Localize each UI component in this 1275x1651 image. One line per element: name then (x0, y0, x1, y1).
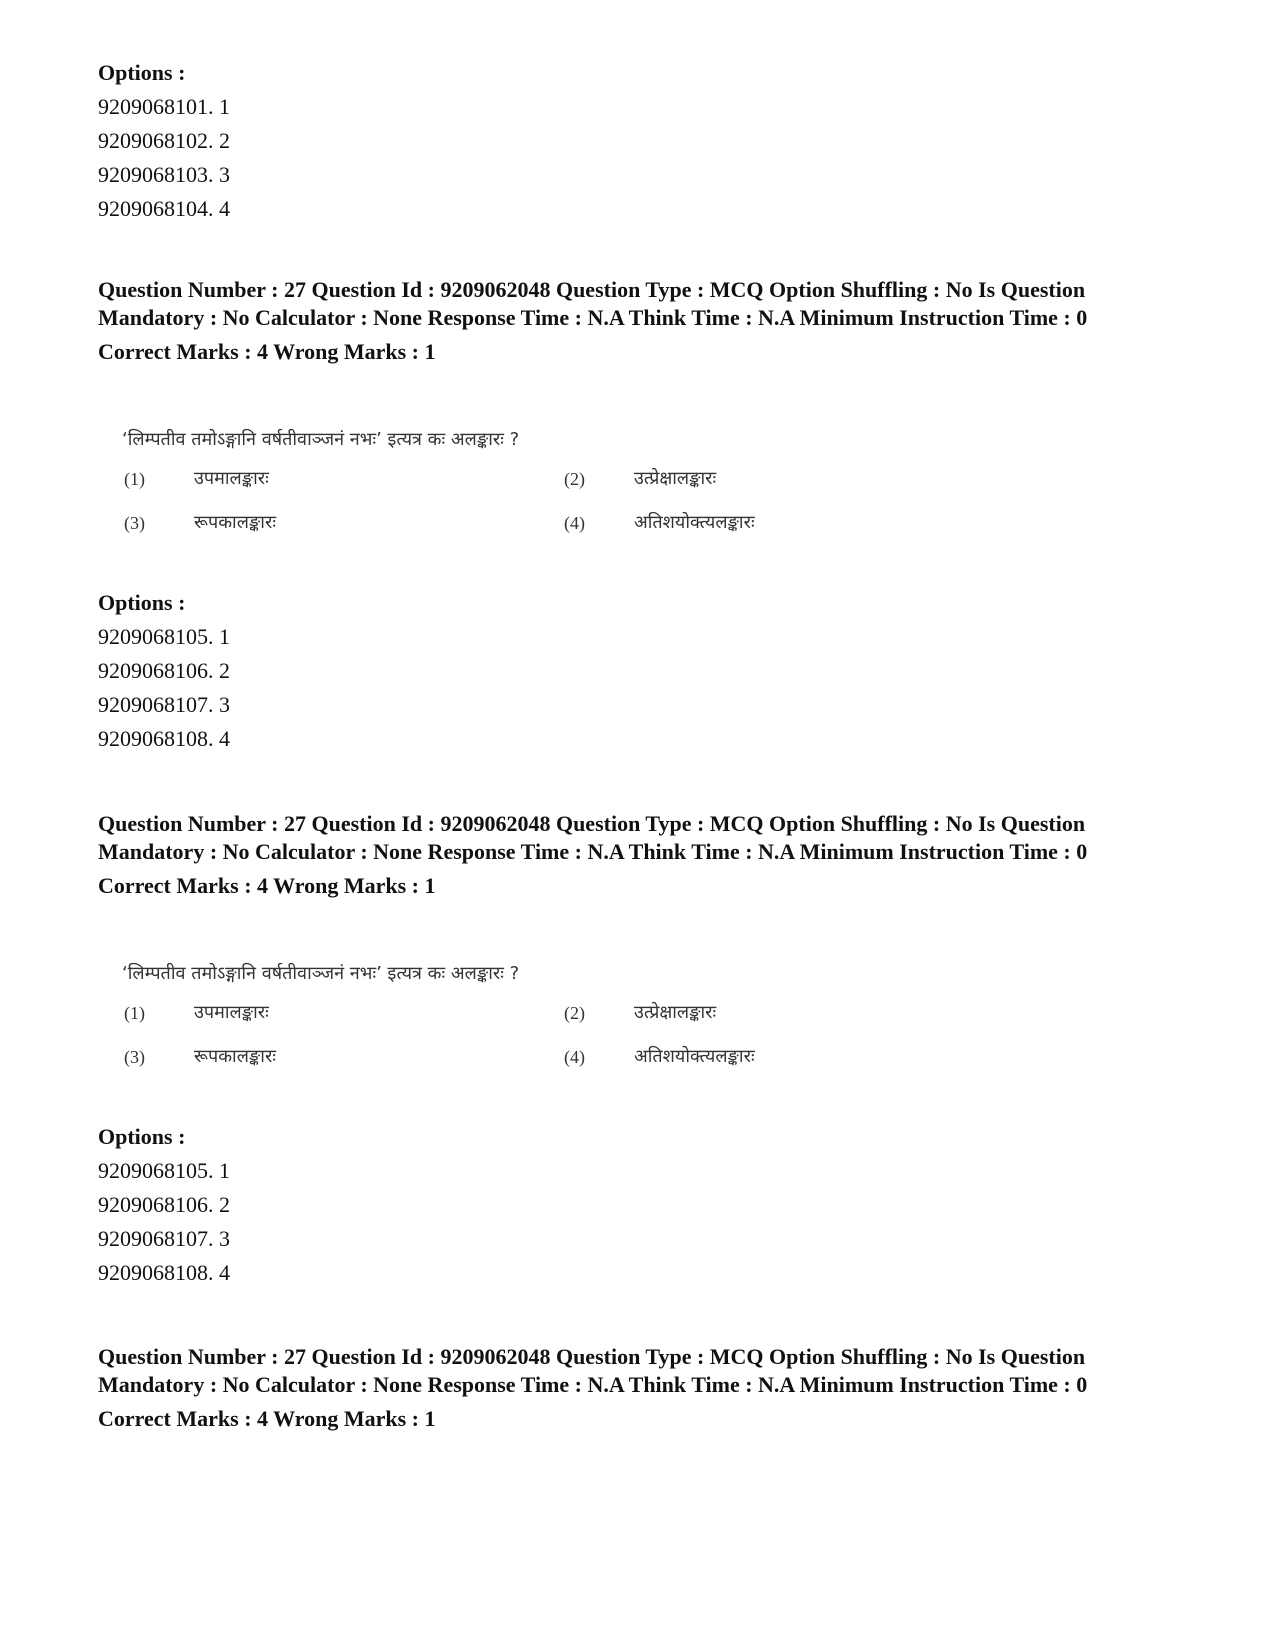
choice-text: उत्प्रेक्षालङ्कारः (634, 1002, 717, 1023)
question-marks: Correct Marks : 4 Wrong Marks : 1 (98, 339, 436, 364)
choice-text: रूपकालङ्कारः (194, 1046, 276, 1067)
options-block-2 (98, 586, 1188, 756)
question-meta: Question Number : 27 Question Id : 9209062048 Question Type : MCQ Option Shuffling : No Is Question Mandatory : No Calculator : None Response Time : N.A Think Time : N.A Minimum Instruction Time : 0 (98, 277, 1088, 330)
options-title: Options : (98, 1124, 186, 1149)
choice-number: (4) (564, 513, 585, 533)
question-header-3 (98, 1343, 1188, 1455)
choice-1 (122, 1000, 562, 1026)
choice-text: उत्प्रेक्षालङ्कारः (634, 468, 717, 489)
choice-4 (562, 510, 822, 536)
choice-grid (122, 466, 822, 536)
question-image-1 (122, 428, 822, 536)
choice-number: (1) (124, 469, 145, 489)
question-header-1 (98, 276, 1188, 388)
question-marks: Correct Marks : 4 Wrong Marks : 1 (98, 873, 436, 898)
question-stem: ‘लिम्पतीव तमोऽङ्गानि वर्षतीवाञ्जनं नभः’ इत्यत्र कः अलङ्कारः ? (122, 429, 520, 450)
option-line: 9209068101. 1 (98, 94, 230, 119)
choice-text: उपमालङ्कारः (194, 1002, 269, 1023)
choice-2 (562, 1000, 822, 1026)
options-title: Options : (98, 60, 186, 85)
option-line: 9209068108. 4 (98, 726, 230, 751)
choice-text: उपमालङ्कारः (194, 468, 269, 489)
option-line: 9209068107. 3 (98, 1226, 230, 1251)
option-line: 9209068106. 2 (98, 658, 230, 683)
option-line: 9209068104. 4 (98, 196, 230, 221)
option-line: 9209068107. 3 (98, 692, 230, 717)
choice-number: (3) (124, 1047, 145, 1067)
choice-grid (122, 1000, 822, 1070)
choice-text: अतिशयोक्त्यलङ्कारः (634, 1046, 755, 1067)
choice-3 (122, 1044, 562, 1070)
choice-1 (122, 466, 562, 492)
choice-2 (562, 466, 822, 492)
option-line: 9209068108. 4 (98, 1260, 230, 1285)
choice-number: (1) (124, 1003, 145, 1023)
option-line: 9209068105. 1 (98, 624, 230, 649)
question-header-2 (98, 810, 1188, 922)
question-stem: ‘लिम्पतीव तमोऽङ्गानि वर्षतीवाञ्जनं नभः’ इत्यत्र कः अलङ्कारः ? (122, 963, 520, 984)
choice-number: (2) (564, 469, 585, 489)
question-marks: Correct Marks : 4 Wrong Marks : 1 (98, 1406, 436, 1431)
choice-number: (4) (564, 1047, 585, 1067)
choice-number: (3) (124, 513, 145, 533)
choice-4 (562, 1044, 822, 1070)
option-line: 9209068103. 3 (98, 162, 230, 187)
options-block-1 (98, 56, 1188, 226)
options-title: Options : (98, 590, 186, 615)
choice-text: अतिशयोक्त्यलङ्कारः (634, 512, 755, 533)
choice-text: रूपकालङ्कारः (194, 512, 276, 533)
option-line: 9209068102. 2 (98, 128, 230, 153)
question-meta: Question Number : 27 Question Id : 9209062048 Question Type : MCQ Option Shuffling : No Is Question Mandatory : No Calculator : None Response Time : N.A Think Time : N.A Minimum Instruction Time : 0 (98, 1344, 1088, 1397)
question-meta: Question Number : 27 Question Id : 9209062048 Question Type : MCQ Option Shuffling : No Is Question Mandatory : No Calculator : None Response Time : N.A Think Time : N.A Minimum Instruction Time : 0 (98, 811, 1088, 864)
option-line: 9209068106. 2 (98, 1192, 230, 1217)
choice-3 (122, 510, 562, 536)
question-image-2 (122, 962, 822, 1070)
choice-number: (2) (564, 1003, 585, 1023)
option-line: 9209068105. 1 (98, 1158, 230, 1183)
options-block-3 (98, 1120, 1188, 1290)
